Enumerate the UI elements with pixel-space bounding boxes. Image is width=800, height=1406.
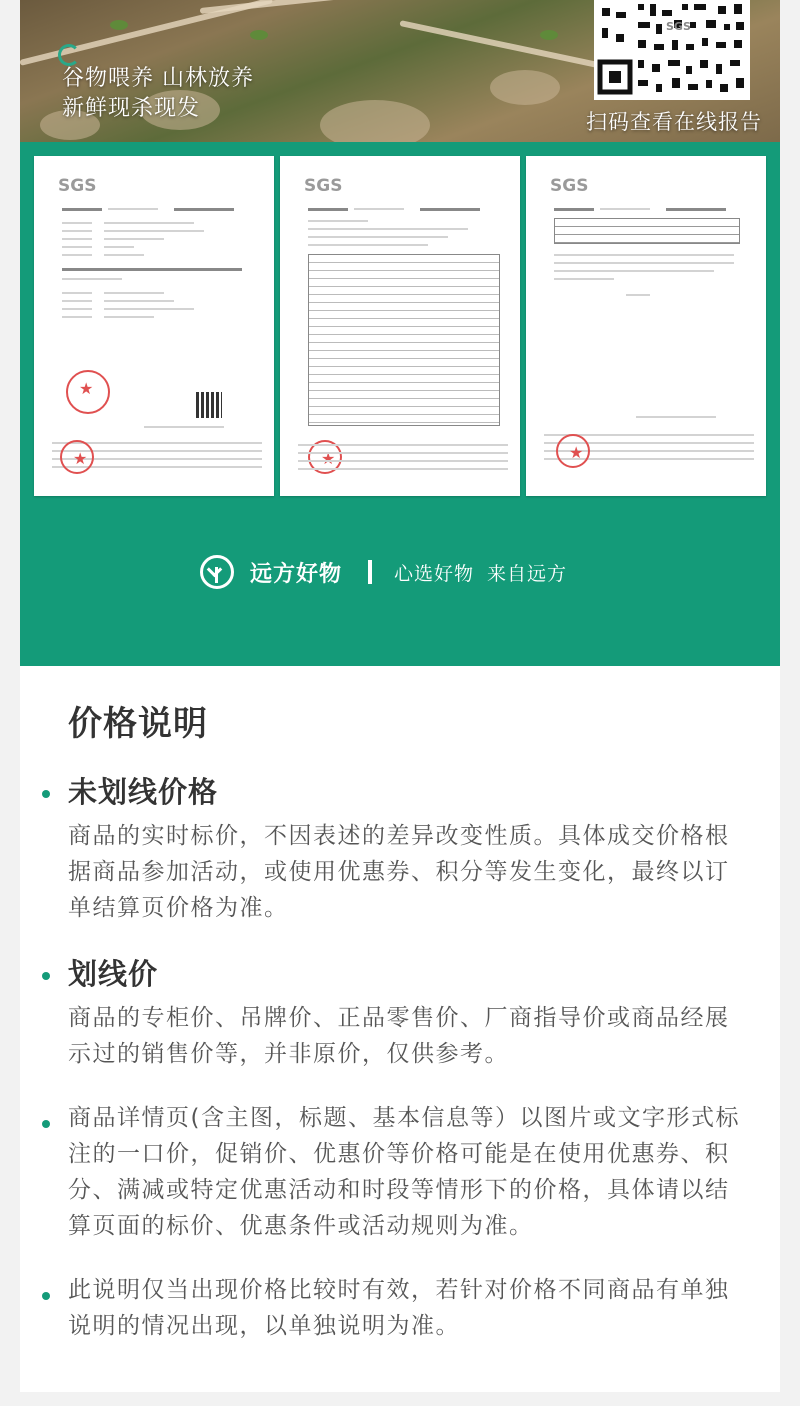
results-table [308,254,500,426]
report-thumbnail-3[interactable] [526,156,766,496]
divider [368,560,372,584]
sprout-circle-icon [200,555,234,589]
qr-code-icon [196,392,222,418]
sgs-logo: SGS [304,176,343,196]
sgs-logo: SGS [58,176,97,196]
item-body: 此说明仅当出现价格比较时有效，若针对价格不同商品有单独说明的情况出现，以单独说明为准。 [68,1277,730,1339]
report-thumbnail-1[interactable] [34,156,274,496]
price-item-unlined [68,774,748,926]
svg-text:SGS: SGS [666,20,691,33]
brand-name: 远方好物 [250,561,343,587]
bullet-dot [42,790,50,798]
bullet-dot [42,972,50,980]
bullet-dot [42,1120,50,1128]
item-body: 商品的实时标价，不因表述的差异改变性质。具体成交价格根据商品参加活动，或使用优惠券、积分等发生变化，最终以订单结算页价格为准。 [68,823,730,921]
price-item-note-2 [68,1272,748,1344]
logo-icon [58,44,80,66]
brand-bar [200,552,567,592]
hero-banner [20,0,780,142]
price-item-note-1 [68,1100,748,1244]
bullet-dot [42,1292,50,1300]
report-panel [20,142,780,666]
qr-caption: 扫码查看在线报告 [586,110,762,134]
hero-line-1: 谷物喂养 山林放养 [62,66,254,91]
item-body: 商品的专柜价、吊牌价、正品零售价、厂商指导价或商品经展示过的销售价等，并非原价，仅供参考。 [68,1005,730,1067]
seal-icon [556,434,590,468]
report-thumbnail-2[interactable] [280,156,520,496]
hero-line-2: 新鲜现杀现发 [62,96,201,121]
item-title: 划线价 [68,957,159,991]
item-body: 商品详情页(含主图，标题、基本信息等）以图片或文字形式标注的一口价，促销价、优惠价等价格可能是在使用优惠券、积分、满减或特定优惠活动和时段等情形下的价格，具体请以结算页面的标价、优惠条件或活动规则为准。 [68,1105,740,1239]
brand-slogan: 心选好物 来自远方 [394,562,568,585]
seal-icon [60,440,94,474]
hero-tagline [62,64,254,124]
price-item-lined [68,956,748,1072]
price-info-section [20,666,780,1392]
results-table [554,218,740,244]
sgs-logo: SGS [550,176,589,196]
item-title: 未划线价格 [68,775,219,809]
qr-code-icon[interactable] [594,0,750,100]
seal-icon [66,370,110,414]
section-title: 价格说明 [68,704,208,744]
